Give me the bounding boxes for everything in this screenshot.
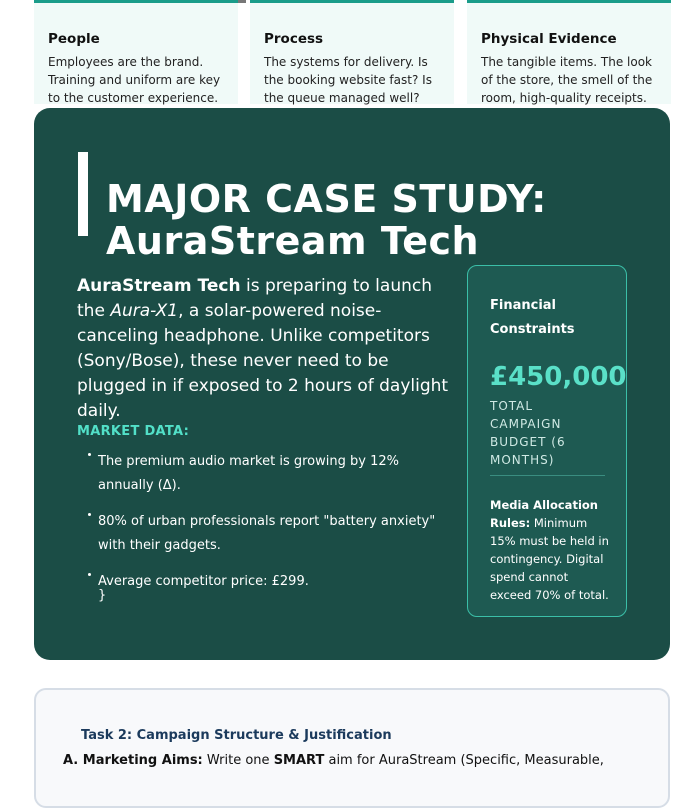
card-text: Employees are the brand. Training and uniform are key to the customer experience. <box>48 55 221 105</box>
divider-mark <box>238 0 246 3</box>
title-line-2: AuraStream Tech <box>106 219 480 263</box>
list-item: 80% of urban professionals report "battery anxiety" with their gadgets. <box>88 510 438 558</box>
marketing-mix-cards <box>0 0 688 108</box>
card-people <box>34 0 238 104</box>
intro-text-1: is preparing to launch the <box>77 276 432 321</box>
list-item: The premium audio market is growing by 12% annually (Δ). <box>88 450 438 498</box>
company-name: AuraStream Tech <box>77 276 241 296</box>
financial-constraints-box <box>467 265 627 617</box>
smart-keyword: SMART <box>273 753 325 768</box>
card-physical-evidence <box>467 0 671 104</box>
product-name: Aura-X1 <box>110 301 179 321</box>
case-study-panel <box>34 108 670 660</box>
task-a-text-1: Write one <box>202 753 274 768</box>
case-study-title <box>106 178 547 262</box>
title-accent-bar <box>78 152 88 236</box>
card-process <box>250 0 454 104</box>
card-text: The tangible items. The look of the store, the smell of the room, high-quality receipts. <box>481 55 653 105</box>
budget-amount: £450,000 <box>490 362 627 392</box>
card-title: Process <box>264 31 324 47</box>
task-a-text <box>63 753 663 768</box>
financial-title: Financial Constraints <box>490 298 575 337</box>
market-data-heading: MARKET DATA: <box>77 424 190 439</box>
title-line-1: MAJOR CASE STUDY: <box>106 177 547 221</box>
financial-divider <box>490 475 605 476</box>
case-study-intro <box>77 274 449 424</box>
card-title: Physical Evidence <box>481 31 617 47</box>
market-data-list <box>88 450 438 606</box>
rules-heading: Media Allocation Rules: <box>490 498 598 530</box>
budget-label: TOTAL CAMPAIGN BUDGET (6 MONTHS) <box>490 399 566 467</box>
intro-text-2: , a solar-powered noise-canceling headphone. Unlike competitors (Sony/Bose), these never need to be plugged in if exposed to 2 hours of daylight daily. <box>77 301 449 421</box>
task-panel <box>34 688 670 808</box>
card-title: People <box>48 31 100 47</box>
stray-brace: } <box>98 588 107 603</box>
rules-text: Minimum 15% must be held in contingency. Digital spend cannot exceed 70% of total. <box>490 516 609 602</box>
media-allocation-rules <box>490 496 610 604</box>
task-heading: Task 2: Campaign Structure & Justification <box>81 728 392 743</box>
card-text: The systems for delivery. Is the booking website fast? Is the queue managed well? <box>264 55 432 105</box>
task-a-label: A. Marketing Aims: <box>63 753 203 768</box>
task-a-text-2: aim for AuraStream (Specific, Measurable, <box>324 753 604 768</box>
list-item: Average competitor price: £299. <box>88 570 438 594</box>
